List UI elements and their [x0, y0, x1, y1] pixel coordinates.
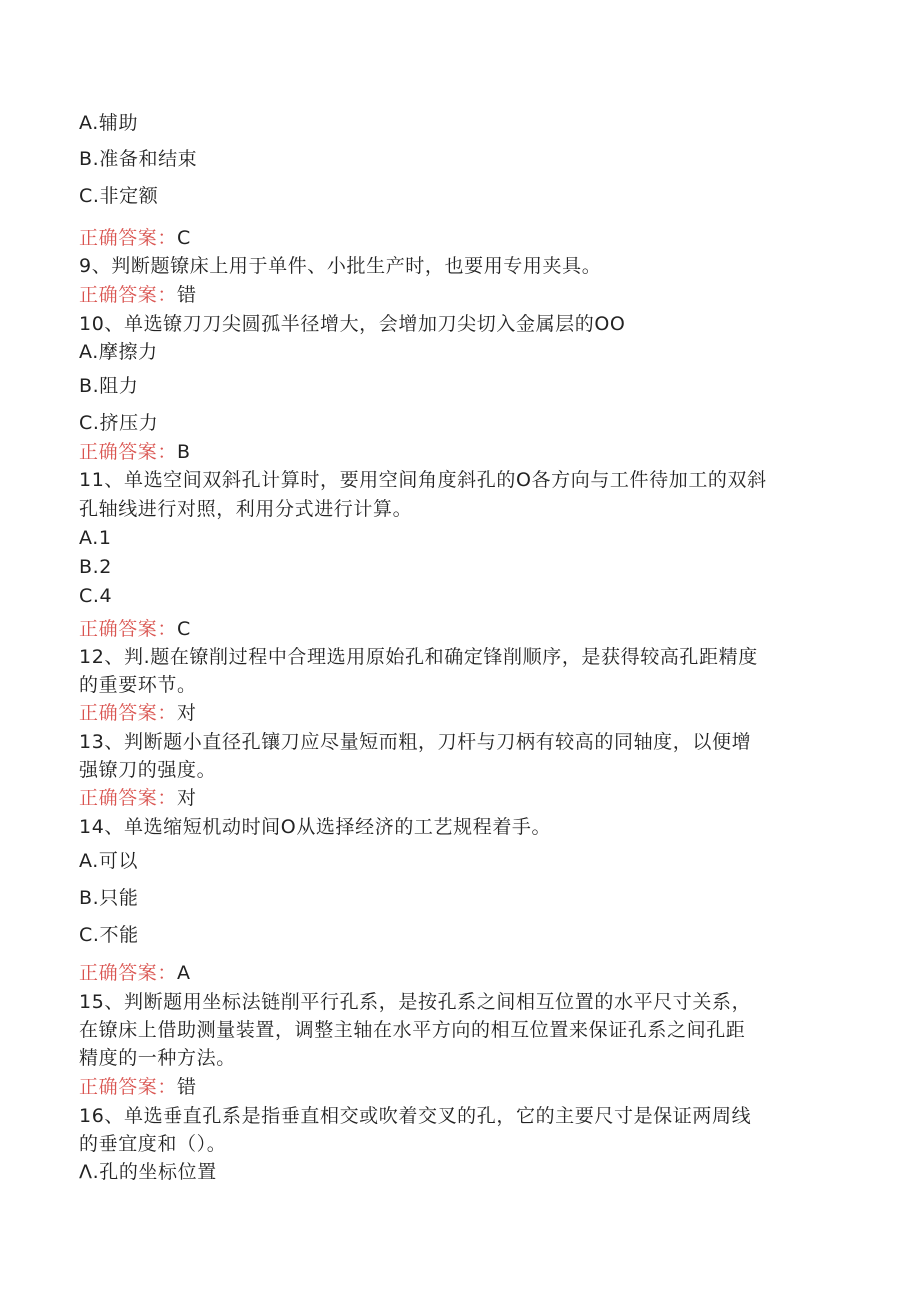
q9-answer-line: [79, 283, 197, 307]
answer-label: 正确答案：: [79, 962, 178, 984]
answer-value: 错: [177, 284, 197, 306]
q11-option-b: B.2: [79, 556, 112, 578]
q16-text-line2: 的垂宜度和（）。: [79, 1133, 227, 1155]
q9-text: 9、判断题镣床上用于单件、小批生产时，也要用专用夹具。: [79, 255, 602, 277]
q14-option-c: C.不能: [79, 924, 139, 946]
answer-value: 错: [177, 1076, 197, 1098]
q13-text-line1: 13、判断题小直径孔镶刀应尽量短而粗，刀杆与刀柄有较高的同轴度，以便增: [79, 731, 752, 753]
q10-option-a: A.摩擦力: [79, 341, 158, 363]
answer-value: B: [177, 441, 191, 463]
q13-text-line2: 强镣刀的强度。: [79, 759, 217, 781]
q11-option-c: C.4: [79, 585, 113, 607]
q14-answer-line: [79, 961, 191, 985]
q14-option-b: B.只能: [79, 887, 139, 909]
q10-answer-line: [79, 440, 191, 464]
answer-label: 正确答案：: [79, 227, 178, 249]
q10-text: 10、单选镣刀刀尖圆孤半径增大，会增加刀尖切入金属层的OO: [79, 313, 626, 335]
q14-text: 14、单选缩短机动时间O从选择经济的工艺规程着手。: [79, 816, 552, 838]
answer-value: 对: [177, 787, 197, 809]
q13-answer-line: [79, 786, 197, 810]
answer-label: 正确答案：: [79, 441, 178, 463]
q8-option-a: A.辅助: [79, 112, 139, 134]
answer-label: 正确答案：: [79, 787, 178, 809]
q12-text-line1: 12、判.题在镣削过程中合理选用原始孔和确定锋削顺序，是获得较高孔距精度: [79, 646, 758, 668]
q11-text-line2: 孔轴线进行对照，利用分式进行计算。: [79, 498, 413, 520]
q16-option-a: Λ.孔的坐标位置: [79, 1161, 217, 1183]
q15-text-line1: 15、判断题用坐标法链削平行孔系，是按孔系之间相互位置的水平尺寸关系，: [79, 991, 752, 1013]
q11-text-line1: 11、单选空间双斜孔计算时，要用空间角度斜孔的O各方向与工件待加工的双斜: [79, 469, 767, 491]
q8-option-b: B.准备和结束: [79, 148, 198, 170]
q8-option-c: C.非定额: [79, 185, 159, 207]
q11-answer-line: [79, 617, 191, 641]
answer-value: A: [177, 962, 191, 984]
answer-value: C: [177, 618, 191, 640]
q12-text-line2: 的重要环节。: [79, 674, 197, 696]
q10-option-c: C.挤压力: [79, 412, 159, 434]
q15-text-line2: 在镣床上借助测量装置，调整主轴在水平方向的相互位置来保证孔系之间孔距: [79, 1019, 746, 1041]
answer-label: 正确答案：: [79, 284, 178, 306]
answer-value: 对: [177, 702, 197, 724]
q10-option-b: B.阻力: [79, 375, 139, 397]
q8-answer-line: [79, 226, 191, 250]
q12-answer-line: [79, 701, 197, 725]
q15-answer-line: [79, 1075, 197, 1099]
answer-label: 正确答案：: [79, 702, 178, 724]
q16-text-line1: 16、单选垂直孔系是指垂直相交或吹着交叉的孔，它的主要尺寸是保证两周线: [79, 1105, 752, 1127]
q14-option-a: A.可以: [79, 850, 139, 872]
q15-text-line3: 精度的一种方法。: [79, 1047, 236, 1069]
q11-option-a: A.1: [79, 527, 112, 549]
answer-value: C: [177, 227, 191, 249]
answer-label: 正确答案：: [79, 618, 178, 640]
answer-label: 正确答案：: [79, 1076, 178, 1098]
